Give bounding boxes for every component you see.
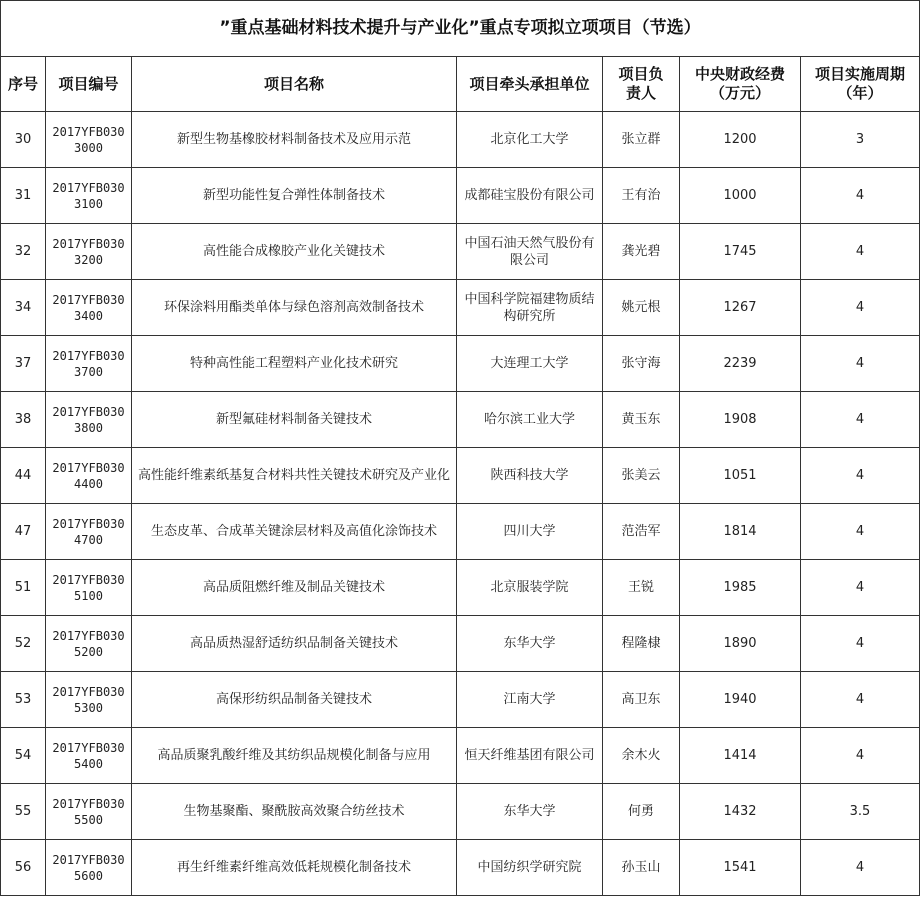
cell-name: 高性能合成橡胶产业化关键技术 — [132, 224, 457, 280]
cell-no: 52 — [1, 616, 46, 672]
cell-no: 55 — [1, 784, 46, 840]
table-row — [1, 224, 920, 280]
cell-name: 新型功能性复合弹性体制备技术 — [132, 168, 457, 224]
cell-name: 高保形纺织品制备关键技术 — [132, 672, 457, 728]
header-unit: 项目牵头承担单位 — [457, 57, 603, 112]
cell-unit: 中国科学院福建物质结构研究所 — [457, 280, 603, 336]
cell-leader: 高卫东 — [603, 672, 680, 728]
cell-unit: 江南大学 — [457, 672, 603, 728]
cell-period: 3 — [801, 112, 920, 168]
header-period: 项目实施周期（年） — [801, 57, 920, 112]
cell-unit: 大连理工大学 — [457, 336, 603, 392]
table-row — [1, 392, 920, 448]
cell-period: 4 — [801, 728, 920, 784]
cell-period: 4 — [801, 224, 920, 280]
table-row — [1, 616, 920, 672]
cell-leader: 张立群 — [603, 112, 680, 168]
cell-funds: 1200 — [680, 112, 801, 168]
table-row — [1, 560, 920, 616]
cell-name: 特种高性能工程塑料产业化技术研究 — [132, 336, 457, 392]
cell-period: 4 — [801, 448, 920, 504]
cell-name: 新型氟硅材料制备关键技术 — [132, 392, 457, 448]
cell-unit: 哈尔滨工业大学 — [457, 392, 603, 448]
cell-no: 30 — [1, 112, 46, 168]
cell-code: 2017YFB0305100 — [46, 560, 132, 616]
cell-no: 32 — [1, 224, 46, 280]
cell-unit: 四川大学 — [457, 504, 603, 560]
cell-code: 2017YFB0304400 — [46, 448, 132, 504]
cell-name: 再生纤维素纤维高效低耗规模化制备技术 — [132, 840, 457, 896]
cell-unit: 东华大学 — [457, 616, 603, 672]
cell-unit: 东华大学 — [457, 784, 603, 840]
cell-funds: 1908 — [680, 392, 801, 448]
cell-leader: 张守海 — [603, 336, 680, 392]
table-row — [1, 336, 920, 392]
cell-period: 4 — [801, 168, 920, 224]
header-funds: 中央财政经费（万元） — [680, 57, 801, 112]
cell-name: 环保涂料用酯类单体与绿色溶剂高效制备技术 — [132, 280, 457, 336]
cell-code: 2017YFB0305400 — [46, 728, 132, 784]
cell-name: 高性能纤维素纸基复合材料共性关键技术研究及产业化 — [132, 448, 457, 504]
cell-funds: 1940 — [680, 672, 801, 728]
cell-no: 31 — [1, 168, 46, 224]
cell-no: 53 — [1, 672, 46, 728]
table-row — [1, 728, 920, 784]
cell-period: 4 — [801, 560, 920, 616]
cell-no: 56 — [1, 840, 46, 896]
header-row — [1, 57, 920, 112]
cell-code: 2017YFB0303200 — [46, 224, 132, 280]
cell-leader: 孙玉山 — [603, 840, 680, 896]
cell-funds: 1000 — [680, 168, 801, 224]
cell-code: 2017YFB0303700 — [46, 336, 132, 392]
cell-funds: 2239 — [680, 336, 801, 392]
cell-period: 4 — [801, 616, 920, 672]
cell-code: 2017YFB0303000 — [46, 112, 132, 168]
table-row — [1, 168, 920, 224]
cell-code: 2017YFB0303100 — [46, 168, 132, 224]
cell-funds: 1985 — [680, 560, 801, 616]
table-title: ”重点基础材料技术提升与产业化”重点专项拟立项项目（节选） — [0, 0, 920, 56]
cell-funds: 1541 — [680, 840, 801, 896]
table-row — [1, 280, 920, 336]
cell-leader: 程隆棣 — [603, 616, 680, 672]
table-row — [1, 784, 920, 840]
cell-period: 3.5 — [801, 784, 920, 840]
cell-no: 54 — [1, 728, 46, 784]
cell-funds: 1814 — [680, 504, 801, 560]
cell-leader: 王有治 — [603, 168, 680, 224]
cell-leader: 王锐 — [603, 560, 680, 616]
cell-name: 高品质聚乳酸纤维及其纺织品规模化制备与应用 — [132, 728, 457, 784]
cell-period: 4 — [801, 280, 920, 336]
cell-period: 4 — [801, 672, 920, 728]
cell-leader: 余木火 — [603, 728, 680, 784]
cell-period: 4 — [801, 392, 920, 448]
cell-leader: 姚元根 — [603, 280, 680, 336]
cell-funds: 1267 — [680, 280, 801, 336]
cell-name: 生物基聚酯、聚酰胺高效聚合纺丝技术 — [132, 784, 457, 840]
cell-no: 37 — [1, 336, 46, 392]
cell-funds: 1890 — [680, 616, 801, 672]
cell-code: 2017YFB0303400 — [46, 280, 132, 336]
cell-leader: 黄玉东 — [603, 392, 680, 448]
table-row — [1, 448, 920, 504]
header-code: 项目编号 — [46, 57, 132, 112]
cell-no: 38 — [1, 392, 46, 448]
cell-unit: 陕西科技大学 — [457, 448, 603, 504]
header-leader: 项目负责人 — [603, 57, 680, 112]
cell-unit: 北京化工大学 — [457, 112, 603, 168]
cell-leader: 何勇 — [603, 784, 680, 840]
cell-unit: 中国纺织学研究院 — [457, 840, 603, 896]
cell-unit: 北京服装学院 — [457, 560, 603, 616]
cell-code: 2017YFB0303800 — [46, 392, 132, 448]
cell-no: 44 — [1, 448, 46, 504]
header-name: 项目名称 — [132, 57, 457, 112]
table-row — [1, 112, 920, 168]
table-row — [1, 504, 920, 560]
cell-funds: 1745 — [680, 224, 801, 280]
table-row — [1, 672, 920, 728]
cell-no: 51 — [1, 560, 46, 616]
cell-funds: 1432 — [680, 784, 801, 840]
cell-period: 4 — [801, 504, 920, 560]
cell-leader: 张美云 — [603, 448, 680, 504]
cell-name: 新型生物基橡胶材料制备技术及应用示范 — [132, 112, 457, 168]
cell-unit: 成都硅宝股份有限公司 — [457, 168, 603, 224]
cell-code: 2017YFB0305500 — [46, 784, 132, 840]
cell-no: 47 — [1, 504, 46, 560]
cell-code: 2017YFB0305600 — [46, 840, 132, 896]
cell-name: 生态皮革、合成革关键涂层材料及高值化涂饰技术 — [132, 504, 457, 560]
cell-funds: 1414 — [680, 728, 801, 784]
cell-no: 34 — [1, 280, 46, 336]
cell-leader: 龚光碧 — [603, 224, 680, 280]
cell-code: 2017YFB0305300 — [46, 672, 132, 728]
cell-unit: 中国石油天然气股份有限公司 — [457, 224, 603, 280]
cell-leader: 范浩军 — [603, 504, 680, 560]
cell-code: 2017YFB0305200 — [46, 616, 132, 672]
table-row — [1, 840, 920, 896]
header-no: 序号 — [1, 57, 46, 112]
cell-funds: 1051 — [680, 448, 801, 504]
cell-unit: 恒天纤维基团有限公司 — [457, 728, 603, 784]
cell-period: 4 — [801, 840, 920, 896]
cell-name: 高品质阻燃纤维及制品关键技术 — [132, 560, 457, 616]
cell-period: 4 — [801, 336, 920, 392]
cell-code: 2017YFB0304700 — [46, 504, 132, 560]
cell-name: 高品质热湿舒适纺织品制备关键技术 — [132, 616, 457, 672]
